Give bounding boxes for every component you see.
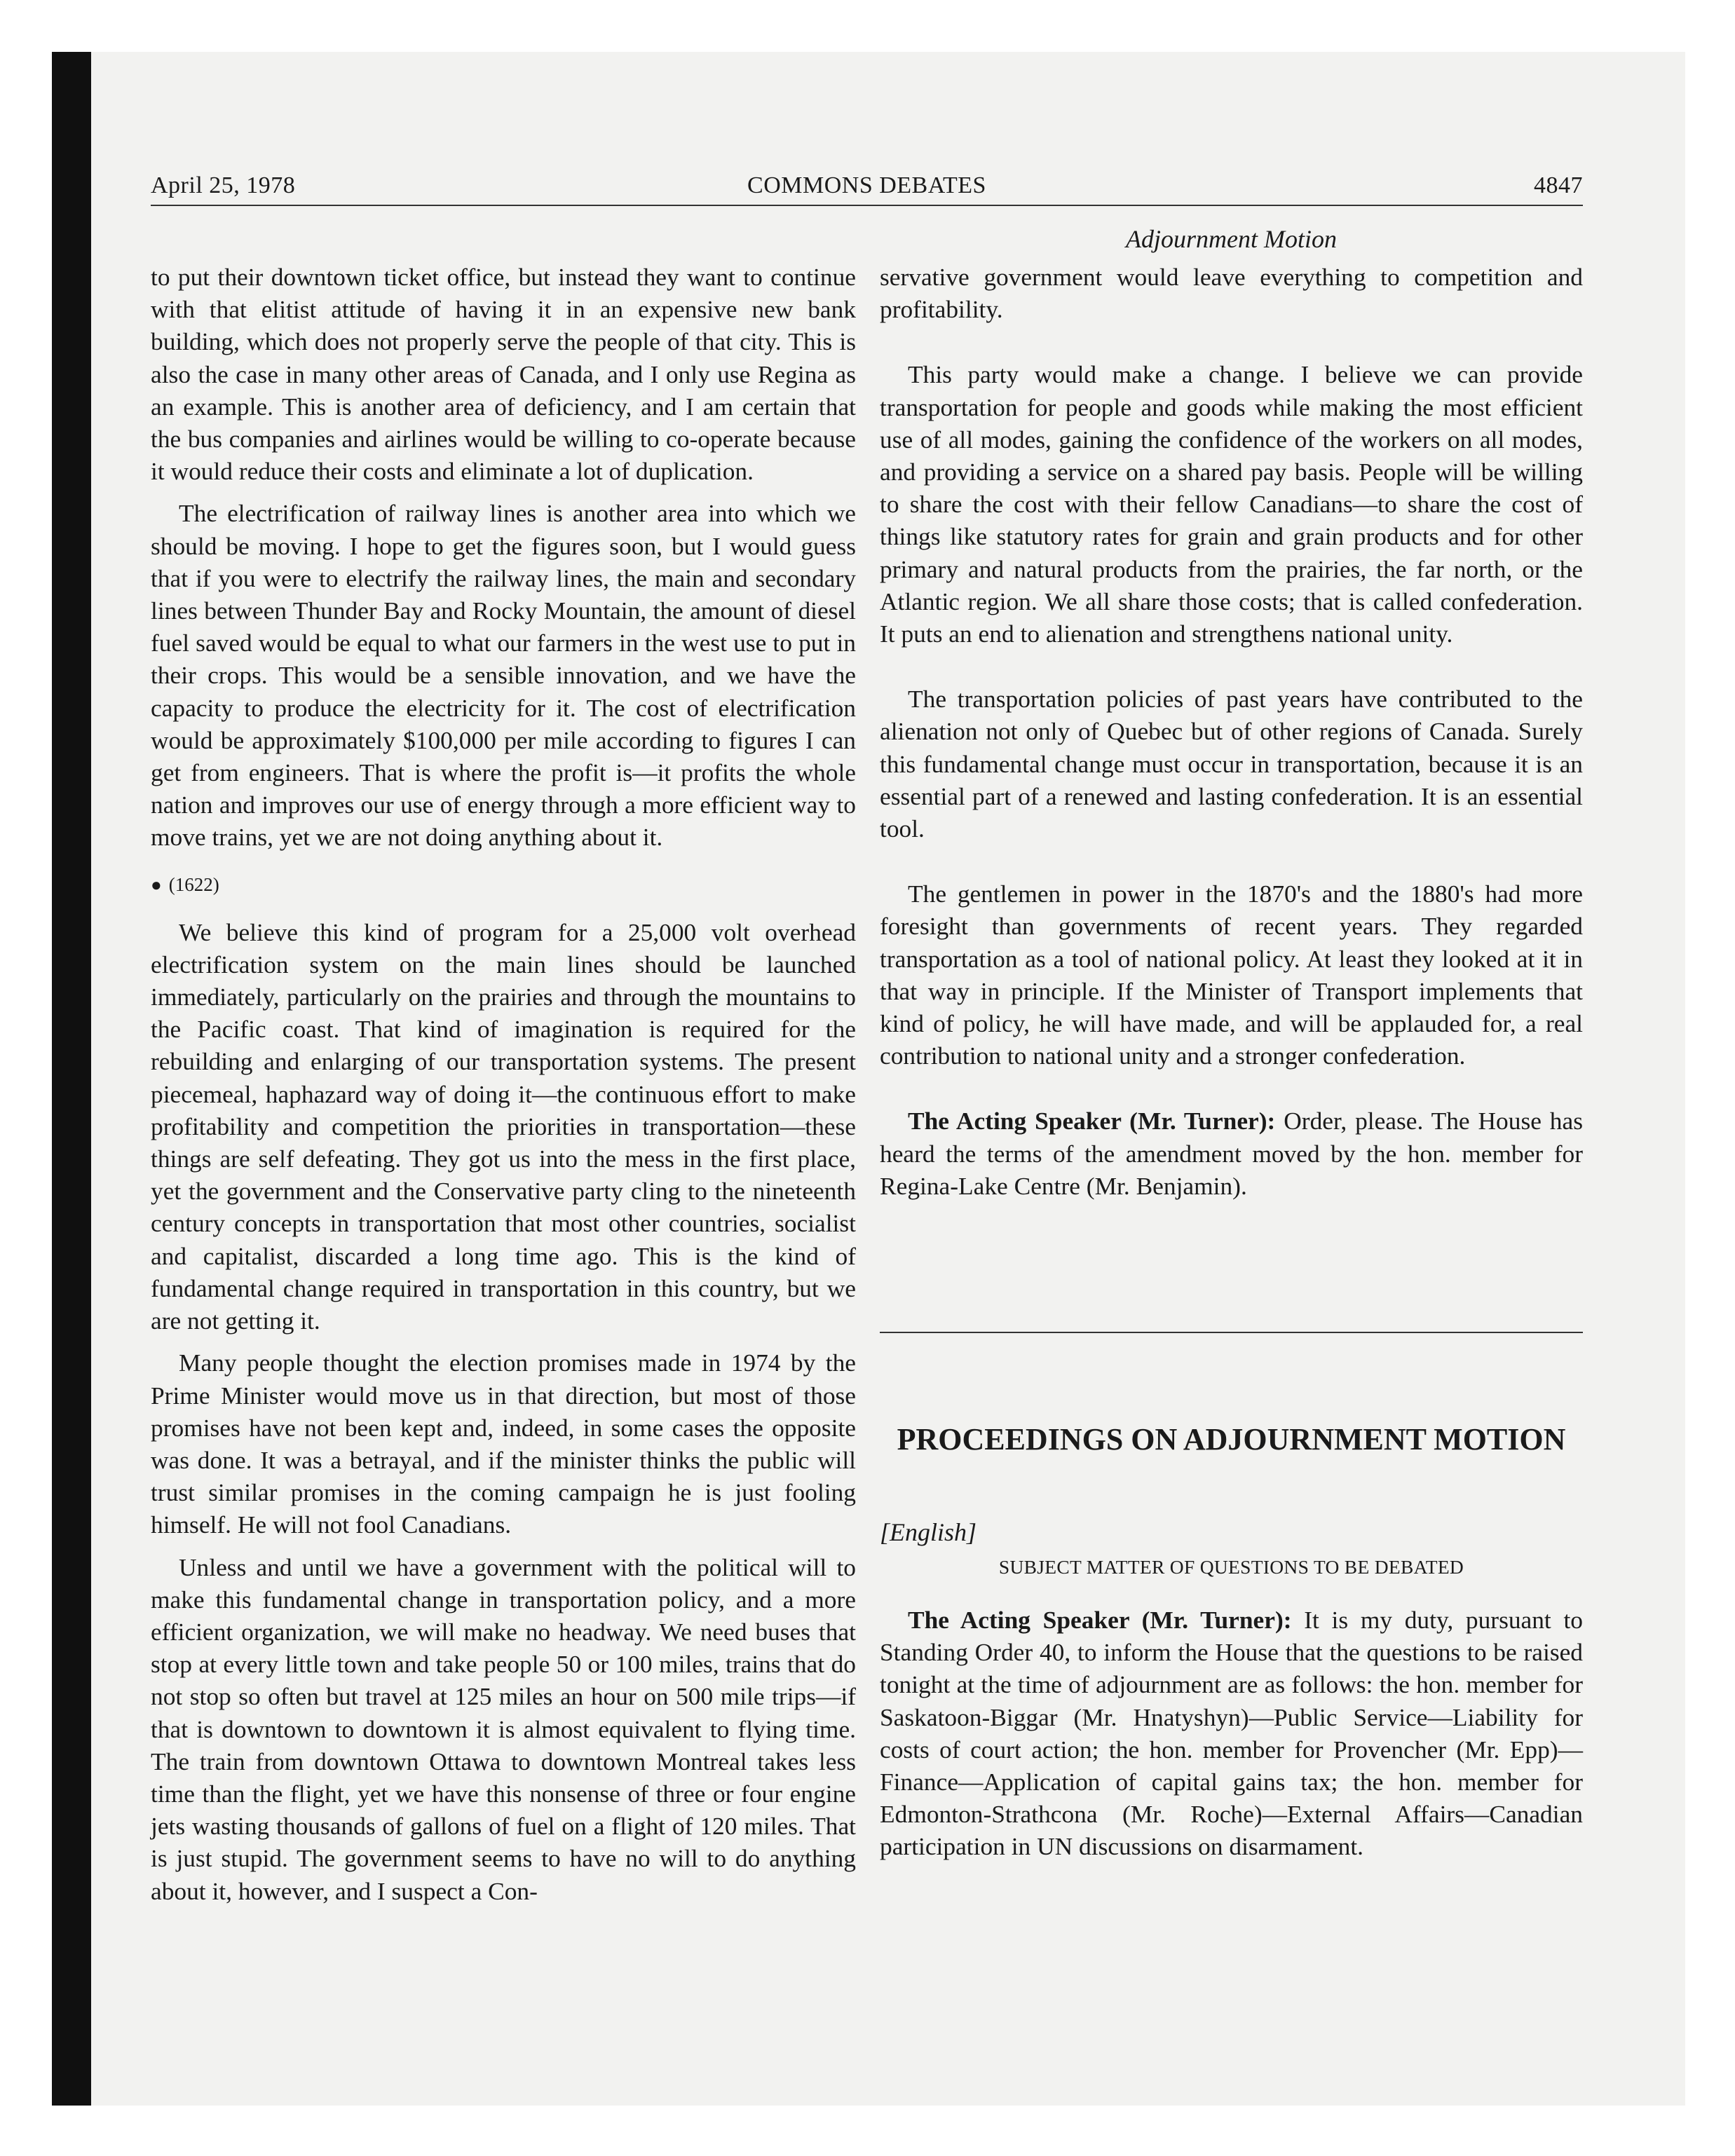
binding-edge: [52, 52, 91, 2106]
speaker-name: The Acting Speaker (Mr. Turner):: [908, 1107, 1276, 1135]
page-header: [151, 172, 1583, 205]
time-marker: [151, 871, 856, 899]
speaker-name: The Acting Speaker (Mr. Turner):: [908, 1606, 1292, 1634]
paragraph: The transportation policies of past years have contributed to the alienation not only of Quebec but of other regions of Canada. Surely this fundamental change must occur in transportation, because it is an essential part of a renewed and lasting confederation. It is an essential tool.: [880, 685, 1583, 843]
page-number: 4847: [1534, 172, 1583, 198]
speaker-paragraph: [880, 1604, 1583, 1863]
header-rule: [151, 205, 1583, 206]
speaker-paragraph: [880, 1105, 1583, 1202]
paragraph: servative government would leave everything to competition and profitability.: [880, 263, 1583, 324]
right-column: [880, 261, 1583, 1202]
paragraph: The gentlemen in power in the 1870's and the 1880's had more foresight than governments of recent years. They regarded transportation as a tool of national policy. At least they looked at it in that way in principle. If the Minister of Transport implements that kind of policy, he will have made, and will be applauded for, a real contribution to national unity and a stronger confederation.: [880, 880, 1583, 1070]
speaker-text: It is my duty, pursuant to Standing Order 40, to inform the House that the questions to be raised tonight at the time of adjournment are as follows: the hon. member for Saskatoon-Biggar (Mr. Hnatyshyn)—Public Service—Liability for costs of court action; the hon. member for Provencher (Mr. Epp)—Finance—Application of capital gains tax; the hon. member for Edmonton-Strathcona (Mr. Roche)—External Affairs—Canadian participation in UN discussions on disarmament.: [880, 1606, 1583, 1861]
paragraph: We believe this kind of program for a 25,000 volt overhead electrification system on the main lines should be launched immediately, particularly on the prairies and through the mountains to the Pacific coast. That kind of imagination is required for the rebuilding and enlarging of our transportation systems. The present piecemeal, haphazard way of doing it—the continuous effort to make profitability and competition the priorities in transportation—these things are self defeating. They got us into the mess in the first place, yet the government and the Conservative party cling to the nineteenth century concepts in transportation that most other countries, socialist and capitalist, discarded a long time ago. This is the kind of fundamental change required in transportation in this country, but we are not getting it.: [151, 917, 856, 1335]
left-column: [151, 261, 856, 1907]
speaker-text: Order, please. The House has heard the terms of the amendment moved by the hon. member for Regina-Lake Centre (Mr. Benjamin).: [880, 1107, 1583, 1200]
paragraph: Many people thought the election promises made in 1974 by the Prime Minister would move us in that direction, but most of those promises have not been kept and, indeed, in some cases the opposite was done. It was a betrayal, and if the minister thinks the public will trust similar promises in the coming campaign he is just fooling himself. He will not fool Canadians.: [151, 1349, 856, 1539]
paragraph: This party would make a change. I believe we can provide transportation for people and goods while making the most efficient use of all modes, gaining the confidence of the workers on all modes, and providing a service on a shared pay basis. People will be willing to share the cost with their fellow Canadians—to share the cost of things like statutory rates for grain and grain products and for other primary and natural products from the prairies, the far north, or the Atlantic region. We all share those costs; that is called confederation. It puts an end to alienation and strengthens national unity.: [880, 360, 1583, 648]
subject-heading: SUBJECT MATTER OF QUESTIONS TO BE DEBATED: [998, 1556, 1464, 1578]
proceedings-title: PROCEEDINGS ON ADJOURNMENT MOTION: [897, 1422, 1566, 1456]
bullet-icon: ●: [151, 874, 162, 895]
time-marker-text: (1622): [168, 873, 219, 895]
proceedings-body: [880, 1604, 1583, 1863]
section-divider: [880, 1332, 1583, 1333]
paragraph: Unless and until we have a government with the political will to make this fundamental change in transportation policy, and a more efficient organization, we will make no headway. We need buses that stop at every little town and take people 50 or 100 miles, trains that do not stop so often but travel at 125 miles an hour on 500 mile trips—if that is downtown to downtown it is almost equivalent to flying time. The train from downtown Ottawa to downtown Montreal takes less time than the flight, yet we have this nonsense of three or four engine jets wasting thousands of gallons of fuel on a flight of 120 miles. That is just stupid. The government seems to have no will to do anything about it, however, and I suspect a Con-: [151, 1553, 856, 1905]
section-label: Adjournment Motion: [1126, 225, 1337, 253]
paragraph: The electrification of railway lines is another area into which we should be moving. I hope to get the figures soon, but I would guess that if you were to electrify the railway lines, the main and secondary lines between Thunder Bay and Rocky Mountain, the amount of diesel fuel saved would be equal to what our farmers in the west use to put in their crops. This would be a sensible innovation, and we have the capacity to produce the electricity for it. The cost of electrification would be approximately $100,000 per mile according to figures I can get from engineers. That is where the profit is—it profits the whole nation and improves our use of energy through a more efficient way to move trains, yet we are not doing anything about it.: [151, 499, 856, 852]
header-title: COMMONS DEBATES: [747, 172, 986, 198]
header-date: April 25, 1978: [151, 172, 296, 198]
paragraph: to put their downtown ticket office, but instead they want to continue with that elitist attitude of having it in an expensive new bank building, which does not properly serve the people of that city. This is also the case in many other areas of Canada, and I only use Regina as an example. This is another area of deficiency, and I am certain that the bus companies and airlines would be willing to co-operate because it would reduce their costs and eliminate a lot of duplication.: [151, 263, 856, 486]
language-label: [English]: [880, 1518, 977, 1546]
